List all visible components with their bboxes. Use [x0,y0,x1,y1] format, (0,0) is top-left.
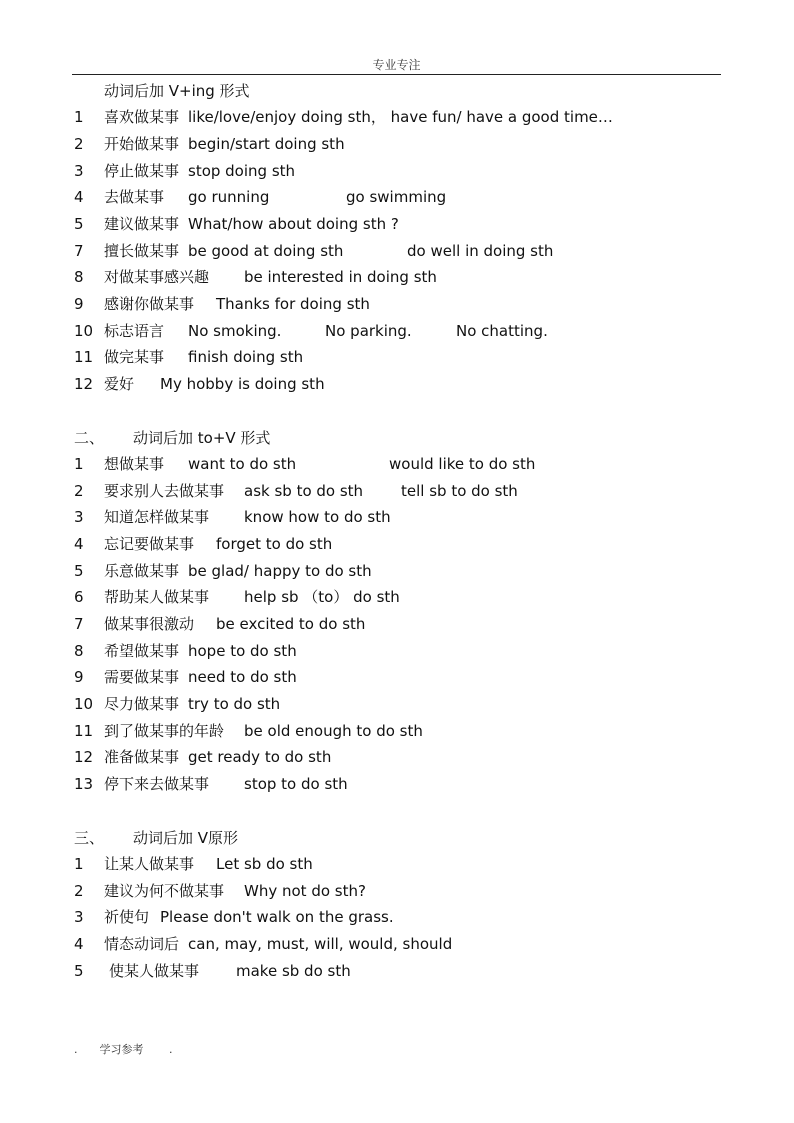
item-english-3: No chatting. [456,322,548,340]
item-chinese: 要求别人去做某事 [104,482,225,500]
item-english: begin/start doing sth [188,135,345,153]
footer-dot: . [74,1043,78,1056]
item-number: 7 [74,242,84,260]
item-chinese: 停止做某事 [104,162,180,180]
item-number: 3 [74,508,84,526]
section-title: 动词后加 to+V 形式 [133,429,271,447]
section-number: 三、 [74,829,105,847]
item-english: stop to do sth [244,775,348,793]
item-chinese: 停下来去做某事 [104,775,210,793]
item-english: be old enough to do sth [244,722,423,740]
list-item [0,959,794,983]
item-number: 1 [74,108,84,126]
item-english: Please don't walk on the grass. [160,908,394,926]
list-item [0,212,794,236]
item-english: My hobby is doing sth [160,375,325,393]
item-english-2: No parking. [325,322,412,340]
list-item [0,932,794,956]
list-item [0,479,794,503]
list-item [0,719,794,743]
item-number: 3 [74,908,84,926]
list-item [0,505,794,529]
item-number: 4 [74,935,84,953]
item-chinese: 到了做某事的年龄 [104,722,225,740]
item-english: Let sb do sth [216,855,313,873]
list-item [0,372,794,396]
section-title: 动词后加 V+ing 形式 [104,82,250,100]
item-chinese: 开始做某事 [104,135,180,153]
item-english: stop doing sth [188,162,296,180]
item-chinese: 标志语言 [104,322,165,340]
item-english: be excited to do sth [216,615,366,633]
list-item [0,559,794,583]
item-chinese: 尽力做某事 [104,695,180,713]
item-number: 10 [74,695,94,713]
item-chinese: 做完某事 [104,348,165,366]
item-chinese: 做某事很激动 [104,615,195,633]
item-number: 5 [74,962,84,980]
item-number: 10 [74,322,94,340]
item-number: 11 [74,348,94,366]
item-number: 7 [74,615,84,633]
item-english: can, may, must, will, would, should [188,935,453,953]
list-item [0,745,794,769]
item-number: 3 [74,162,84,180]
list-item [0,132,794,156]
list-item [0,292,794,316]
item-chinese: 爱好 [104,375,135,393]
item-english-2: would like to do sth [389,455,536,473]
item-number: 1 [74,855,84,873]
list-item [0,319,794,343]
item-english: hope to do sth [188,642,297,660]
list-item [0,692,794,716]
list-item [0,452,794,476]
item-number: 2 [74,135,84,153]
item-english: get ready to do sth [188,748,332,766]
item-english: be glad/ happy to do sth [188,562,372,580]
item-chinese: 去做某事 [104,188,165,206]
item-english: want to do sth [188,455,297,473]
item-english: make sb do sth [236,962,351,980]
item-number: 4 [74,188,84,206]
item-chinese: 祈使句 [104,908,150,926]
item-english: need to do sth [188,668,297,686]
item-english: No smoking. [188,322,282,340]
item-english: go running [188,188,270,206]
item-chinese: 使某人做某事 [109,962,200,980]
page-header [72,56,721,75]
item-number: 9 [74,295,84,313]
list-item [0,585,794,609]
item-chinese: 感谢你做某事 [104,295,195,313]
item-chinese: 准备做某事 [104,748,180,766]
section-title: 动词后加 V原形 [133,829,239,847]
item-english-2: tell sb to do sth [401,482,518,500]
item-english: Why not do sth? [244,882,366,900]
item-english: try to do sth [188,695,281,713]
item-chinese: 喜欢做某事 [104,108,180,126]
item-number: 6 [74,588,84,606]
item-english: ask sb to do sth [244,482,364,500]
item-number: 5 [74,562,84,580]
list-item [0,239,794,263]
item-number: 2 [74,882,84,900]
item-number: 2 [74,482,84,500]
item-number: 12 [74,375,94,393]
item-chinese: 擅长做某事 [104,242,180,260]
item-chinese: 建议做某事 [104,215,180,233]
list-item [0,612,794,636]
item-number: 13 [74,775,94,793]
item-chinese: 让某人做某事 [104,855,195,873]
item-number: 9 [74,668,84,686]
item-number: 8 [74,642,84,660]
item-english: be good at doing sth [188,242,344,260]
item-number: 5 [74,215,84,233]
item-chinese: 忘记要做某事 [104,535,195,553]
item-number: 11 [74,722,94,740]
footer-text: 学习参考 [99,1043,144,1056]
list-item [0,105,794,129]
section-number: 二、 [74,429,105,447]
item-number: 1 [74,455,84,473]
item-english: help sb （to） do sth [244,588,400,606]
item-number: 4 [74,535,84,553]
item-chinese: 希望做某事 [104,642,180,660]
list-item [0,905,794,929]
list-item [0,532,794,556]
list-item [0,185,794,209]
list-item [0,852,794,876]
item-english: be interested in doing sth [244,268,437,286]
item-english: What/how about doing sth ? [188,215,399,233]
item-english-2: do well in doing sth [407,242,554,260]
list-item [0,345,794,369]
item-chinese: 建议为何不做某事 [104,882,225,900]
item-chinese: 帮助某人做某事 [104,588,210,606]
item-english: like/love/enjoy doing sth， have fun/ have a good time… [188,108,613,126]
list-item [0,879,794,903]
list-item [0,265,794,289]
item-english: forget to do sth [216,535,333,553]
header-title: 专业专注 [372,58,421,72]
item-english: Thanks for doing sth [216,295,370,313]
item-chinese: 想做某事 [104,455,165,473]
list-item [0,639,794,663]
item-number: 8 [74,268,84,286]
list-item [0,772,794,796]
item-english-2: go swimming [346,188,447,206]
item-chinese: 需要做某事 [104,668,180,686]
item-chinese: 乐意做某事 [104,562,180,580]
item-chinese: 知道怎样做某事 [104,508,210,526]
page-footer [74,1041,173,1057]
list-item [0,159,794,183]
list-item [0,665,794,689]
item-number: 12 [74,748,94,766]
item-chinese: 对做某事感兴趣 [104,268,210,286]
item-english: know how to do sth [244,508,391,526]
item-english: finish doing sth [188,348,304,366]
item-chinese: 情态动词后 [104,935,180,953]
footer-dot: . [169,1043,173,1056]
